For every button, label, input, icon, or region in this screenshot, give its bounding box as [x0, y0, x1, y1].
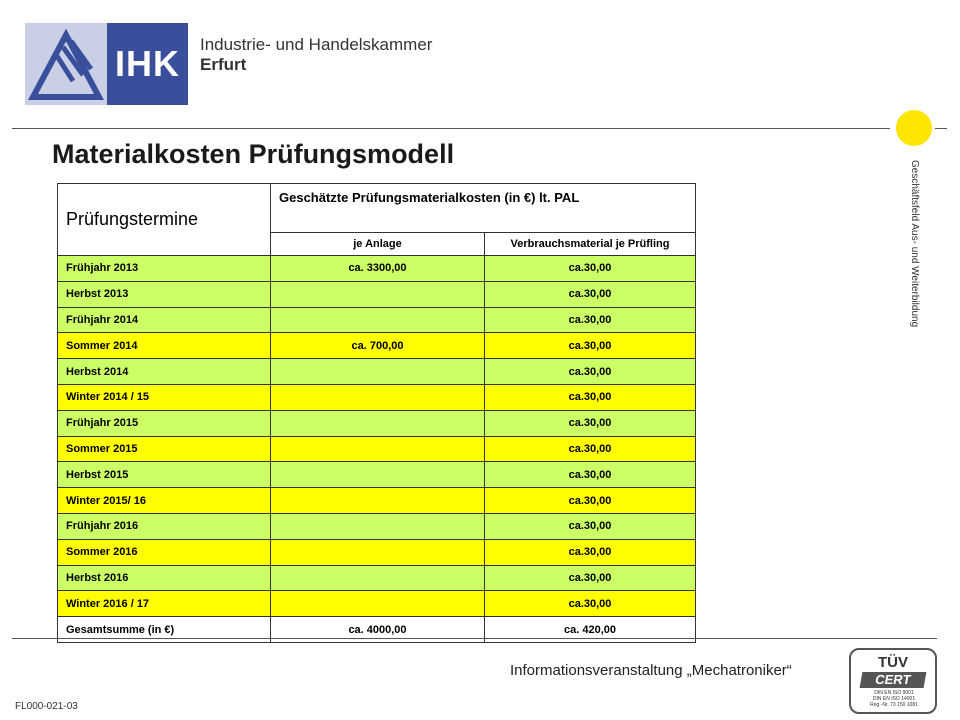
cell-termin: Winter 2015/ 16: [58, 488, 271, 514]
cell-anlage: [271, 307, 485, 333]
cell-termin: Frühjahr 2014: [58, 307, 271, 333]
badge-top-text: TÜV: [878, 654, 908, 671]
cell-termin: Herbst 2015: [58, 462, 271, 488]
badge-line-2: DIN EN ISO 14001: [872, 696, 916, 702]
cell-anlage: [271, 462, 485, 488]
footer-divider: [12, 638, 937, 639]
table-row: [58, 384, 696, 410]
cell-termin: Frühjahr 2013: [58, 256, 271, 282]
footer-title: Informationsveranstaltung „Mechatroniker“: [510, 662, 792, 679]
table-row: [58, 410, 696, 436]
header-divider: [12, 128, 890, 129]
badge-line-3: Reg.-Nr. 73 150 1081: [870, 702, 918, 708]
cell-total-label: Gesamtsumme (in €): [58, 617, 271, 643]
cell-verbrauch: ca.30,00: [485, 307, 696, 333]
table-row: [58, 359, 696, 385]
org-line-2: Erfurt: [200, 55, 247, 74]
table-row: [58, 539, 696, 565]
cell-total-verbrauch: ca. 420,00: [485, 617, 696, 643]
table-row: [58, 462, 696, 488]
cell-anlage: [271, 565, 485, 591]
cell-termin: Frühjahr 2015: [58, 410, 271, 436]
cell-termin: Sommer 2014: [58, 333, 271, 359]
cell-termin: Frühjahr 2016: [58, 513, 271, 539]
cell-verbrauch: ca.30,00: [485, 462, 696, 488]
cell-anlage: [271, 281, 485, 307]
table-row: [58, 591, 696, 617]
cell-termin: Sommer 2015: [58, 436, 271, 462]
cell-verbrauch: ca.30,00: [485, 488, 696, 514]
cell-anlage: [271, 436, 485, 462]
cell-termin: Sommer 2016: [58, 539, 271, 565]
cell-total-anlage: ca. 4000,00: [271, 617, 485, 643]
cell-termin: Winter 2014 / 15: [58, 384, 271, 410]
cell-anlage: [271, 359, 485, 385]
cell-anlage: ca. 700,00: [271, 333, 485, 359]
side-label: Geschäftsfeld Aus- und Weiterbildung: [909, 160, 920, 328]
cell-anlage: ca. 3300,00: [271, 256, 485, 282]
logo-text: IHK: [115, 43, 180, 84]
subheader-anlage: je Anlage: [271, 233, 485, 256]
cell-verbrauch: ca.30,00: [485, 513, 696, 539]
table-row: [58, 436, 696, 462]
cell-termin: Winter 2016 / 17: [58, 591, 271, 617]
accent-dot: [896, 110, 932, 146]
table-row: [58, 333, 696, 359]
cell-verbrauch: ca.30,00: [485, 591, 696, 617]
cell-anlage: [271, 384, 485, 410]
tuv-cert-badge: [849, 648, 937, 714]
cell-termin: Herbst 2016: [58, 565, 271, 591]
document-code: FL000-021-03: [15, 701, 78, 712]
page-title: Materialkosten Prüfungsmodell: [52, 139, 455, 169]
badge-cert-text: CERT: [860, 672, 927, 688]
table-header-row: [58, 184, 696, 233]
ihk-logo: [25, 23, 188, 105]
cell-anlage: [271, 591, 485, 617]
organization-name: [200, 35, 432, 75]
cell-verbrauch: ca.30,00: [485, 359, 696, 385]
cell-verbrauch: ca.30,00: [485, 410, 696, 436]
cell-verbrauch: ca.30,00: [485, 333, 696, 359]
logo-triangle-icon: [25, 23, 107, 105]
cell-termin: Herbst 2013: [58, 281, 271, 307]
cost-table: [57, 183, 696, 643]
cell-verbrauch: ca.30,00: [485, 539, 696, 565]
cell-verbrauch: ca.30,00: [485, 436, 696, 462]
header-kosten: Geschätzte Prüfungsmaterialkosten (in €) lt. PAL: [271, 184, 696, 233]
table-row: [58, 488, 696, 514]
cell-anlage: [271, 539, 485, 565]
table-row: [58, 281, 696, 307]
cell-verbrauch: ca.30,00: [485, 565, 696, 591]
cell-anlage: [271, 513, 485, 539]
table-row: [58, 565, 696, 591]
table-row: [58, 256, 696, 282]
cell-verbrauch: ca.30,00: [485, 384, 696, 410]
badge-line-1: DIN EN ISO 9001: [874, 690, 914, 696]
cell-verbrauch: ca.30,00: [485, 281, 696, 307]
subheader-verbrauch: Verbrauchsmaterial je Prüfling: [485, 233, 696, 256]
org-line-1: Industrie- und Handelskammer: [200, 35, 433, 54]
header-termine: Prüfungstermine: [58, 184, 271, 256]
cell-anlage: [271, 488, 485, 514]
cell-termin: Herbst 2014: [58, 359, 271, 385]
header-divider-end: [935, 128, 947, 129]
cell-anlage: [271, 410, 485, 436]
table-row: [58, 513, 696, 539]
badge-lines: [857, 690, 931, 708]
table-row: [58, 307, 696, 333]
cell-verbrauch: ca.30,00: [485, 256, 696, 282]
